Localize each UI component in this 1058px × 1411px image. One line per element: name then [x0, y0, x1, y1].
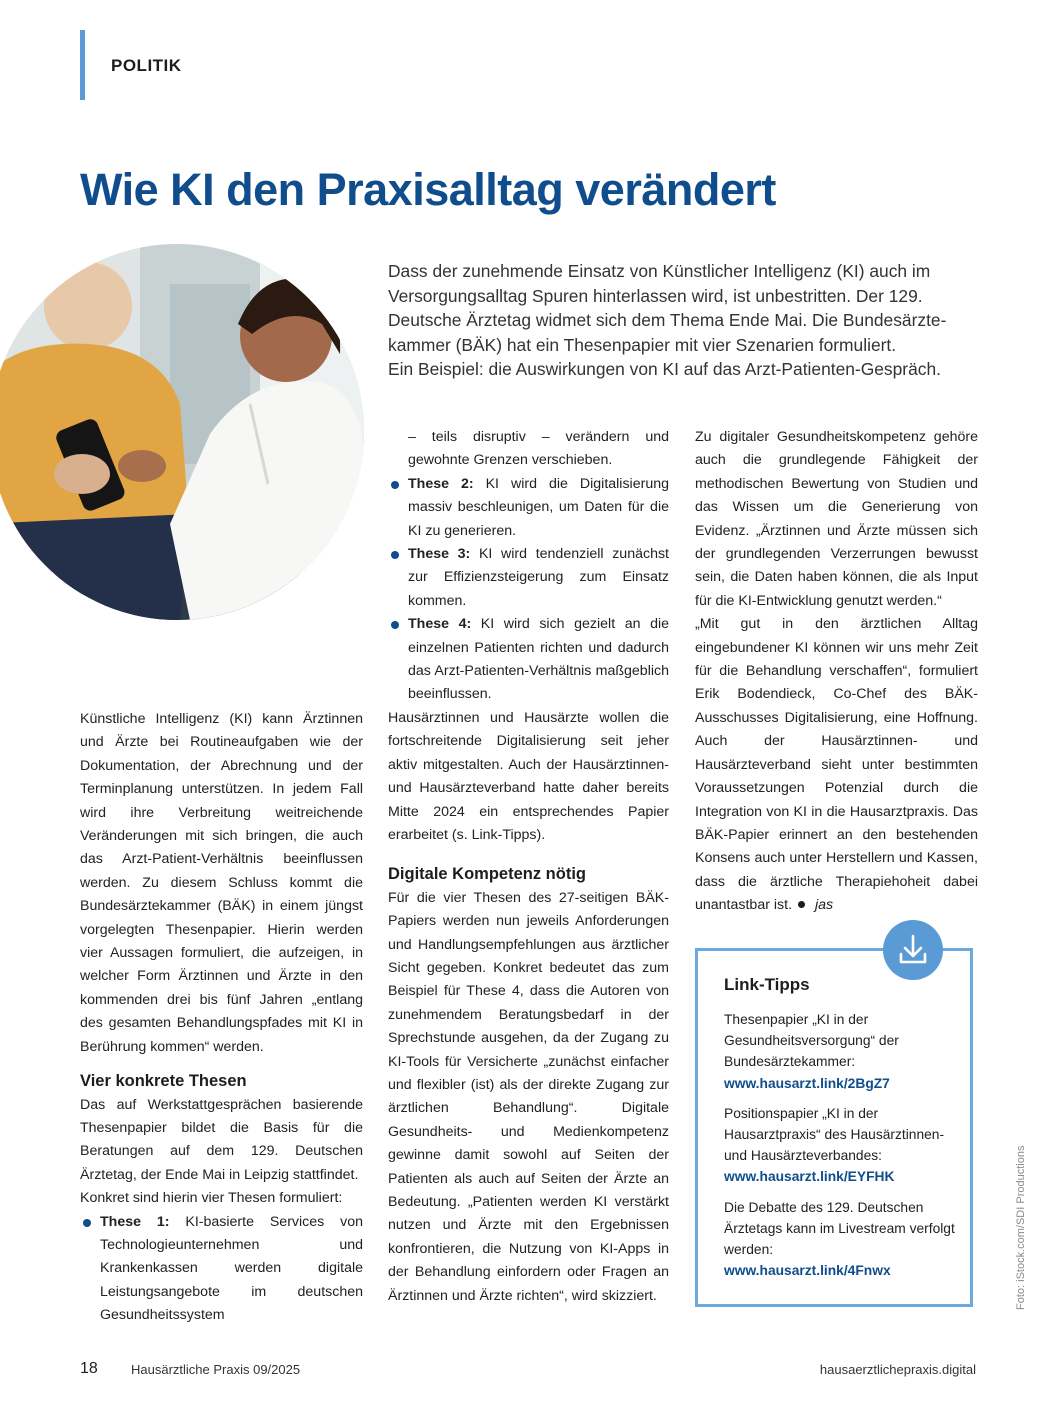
these-text: KI wird tendenziell zunächst zur Effizienzsteigerung zum Einsatz kommen.: [408, 546, 669, 609]
list-item: [388, 543, 669, 613]
list-item: [388, 473, 669, 543]
these-label: These 4:: [408, 616, 472, 633]
these-text: KI-basierte Services von Technologieunternehmen und Krankenkassen werden digitale Leistungsangebote im deutschen Gesundheitssystem: [100, 1213, 363, 1324]
these-text: KI wird die Digitalisierung massiv beschleunigen, um Daten für die KI zu generieren.: [408, 475, 669, 539]
body-text: „Mit gut in den ärztlichen Alltag eingebundener KI können wir uns mehr Zeit für die Behandlung verschaffen“, formuliert Erik Bodendieck, Co-Chef des BÄK-Ausschusses Digitalisierung, eine Hoffnung. Auch der Hausärztinnen- und Hausärzteverband sieht unter bestimmten Voraussetzungen Potenzial durch die Integration von KI in die Hausarztpraxis. Das BÄK-Papier erinnert an den bestehenden Konsens auch unter Herstellern und Kassen, dass die ärztliche Therapiehoheit dabei unantastbar ist.: [695, 616, 978, 914]
website-link[interactable]: hausaerztlichepraxis.digital: [819, 1362, 976, 1377]
link-tips-title: Link-Tipps: [724, 975, 810, 994]
link-url[interactable]: www.hausarzt.link/EYFHK: [724, 1169, 895, 1185]
section-accent-bar: [80, 30, 85, 100]
these-label: These 3:: [408, 546, 471, 563]
page-number: 18: [80, 1360, 98, 1377]
article-column-1: [80, 708, 363, 1328]
body-paragraph: Konkret sind hierin vier Thesen formuliert:: [80, 1190, 343, 1207]
subheading: Vier konkrete Thesen: [80, 1072, 247, 1091]
article-column-3: [695, 426, 978, 918]
subheading: Digitale Kompetenz nötig: [388, 865, 586, 884]
link-tip: [724, 1103, 960, 1188]
lead-paragraph: Dass der zunehmende Einsatz von Künstlicher Intelligenz (KI) auch im Versorgungsalltag Spuren hinterlassen wird, ist unbestritten. Der 129. Deutsche Ärztetag widmet sich dem Thema Ende Mai. Die Bundesärztekammer (BÄK) hat ein Thesenpapier mit vier Szenarien formuliert.: [388, 261, 947, 355]
link-tip-text: Die Debatte des 129. Deutschen Ärztetags kann im Livestream verfolgt werden:: [724, 1199, 955, 1258]
these-text: KI wird sich gezielt an die einzelnen Patienten richten und dadurch das Arzt-Patienten-Verhältnis maßgeblich beeinflussen.: [408, 616, 669, 703]
download-icon: [883, 920, 943, 980]
these-continuation: – teils disruptiv – verändern und gewohnte Grenzen verschieben.: [408, 429, 669, 469]
link-tip: [724, 1197, 960, 1282]
body-paragraph: Das auf Werkstattgesprächen basierende Thesenpapier bildet die Basis für die Beratungen auf dem 129. Deutschen Ärztetag, der Ende Mai in Leipzig stattfindet.: [80, 1096, 363, 1183]
section-label: POLITIK: [111, 56, 182, 75]
link-tips-list: [724, 1009, 960, 1290]
article-column-2: [388, 426, 669, 1308]
hero-photo: [0, 244, 364, 620]
link-tip-text: Thesenpapier „KI in der Gesundheitsversorgung“ der Bundesärztekammer:: [724, 1012, 899, 1070]
body-paragraph: Zu digitaler Gesundheitskompetenz gehöre auch die grundlegende Fähigkeit der methodischen Bewertung von Studien und das Wissen um die Generierung von Evidenz. „Ärztinnen und Ärzte müssen sich der grundlegenden Verzerrungen bewusst sein, die Daten haben können, die als Input für die KI-Entwicklung genutzt werden.“: [695, 429, 978, 609]
link-url[interactable]: www.hausarzt.link/4Fnwx: [724, 1263, 891, 1279]
author-initials: jas: [815, 897, 834, 914]
body-paragraph: [695, 613, 978, 917]
article-headline: Wie KI den Praxisalltag verändert: [80, 164, 776, 215]
body-paragraph: Für die vier Thesen des 27-seitigen BÄK-Papiers werden nun jeweils Anforderungen und Handlungsempfehlungen aus ärztlicher Sicht gegeben. Konkret bedeutet das zum Beispiel für These 4, dass die Autoren von zunehmendem Beratungsbedarf in der Sprechstunde ausgehen, da der Zugang zu KI-Tools für Versicherte „zunächst einfacher und flexibler (ist) als der direkte Zugang zur ärztlichen Behandlung“. Digitale Gesundheits- und Medienkompetenz gewinne damit sowohl auf Seiten der Patienten als auch auf Seiten der Ärzte an Bedeutung. „Patienten werden KI verstärkt nutzen und Ärzte mit den Ergebnissen konfrontieren, die Nutzung von KI-Apps in der Behandlung einfordern oder Fragen an Ärztinnen und Ärzte richten“, wird skizziert.: [388, 889, 669, 1304]
link-tip-text: Positionspapier „KI in der Hausarztpraxis“ des Hausärztinnen- und Hausärzteverbandes:: [724, 1105, 945, 1164]
link-tip: [724, 1009, 960, 1094]
link-url[interactable]: www.hausarzt.link/2BgZ7: [724, 1075, 890, 1091]
list-item: [80, 1211, 363, 1328]
body-paragraph: Hausärztinnen und Hausärzte wollen die fortschreitende Digitalisierung seit jeher aktiv mitgestalten. Auch der Hausärztinnen- und Hausärzteverband hatte daher bereits Mitte 2024 ein entsprechendes Papier erarbeitet (s. Link-Tipps).: [388, 709, 669, 843]
these-label: These 1:: [100, 1213, 170, 1230]
photo-credit: Foto: iStock.com/SDI Productions: [1015, 1145, 1027, 1310]
photo-illustration: [0, 244, 364, 620]
end-mark-icon: [798, 901, 805, 908]
list-item: [388, 613, 669, 707]
these-label: These 2:: [408, 475, 474, 492]
lead-paragraph: Ein Beispiel: die Auswirkungen von KI auf das Arzt-Patienten-Gespräch.: [388, 359, 941, 380]
article-lead: [388, 259, 978, 382]
theses-list: [80, 1211, 363, 1328]
body-paragraph: Künstliche Intelligenz (KI) kann Ärztinnen und Ärzte bei Routineaufgaben wie der Dokumentation, der Abrechnung und der Terminplanung unterstützen. In jedem Fall wird ihre Verbreitung weitreichende Veränderungen mit sich bringen, die auch das Arzt-Patient-Verhältnis beeinflussen werden. Zu diesem Schluss kommt die Bundesärztekammer (BÄK) in einem jüngst vorgelegten Thesenpapier. Hierin werden vier Aussagen formuliert, die aufzeigen, in welcher Form Ärztinnen und Ärzte in den kommenden drei bis fünf Jahren „entlang des gesamten Behandlungspfades mit KI in Berührung kommen“ werden.: [80, 711, 363, 1055]
theses-list: [388, 473, 669, 707]
link-tips-box: [695, 948, 973, 1307]
publication-issue: Hausärztliche Praxis 09/2025: [131, 1362, 301, 1377]
